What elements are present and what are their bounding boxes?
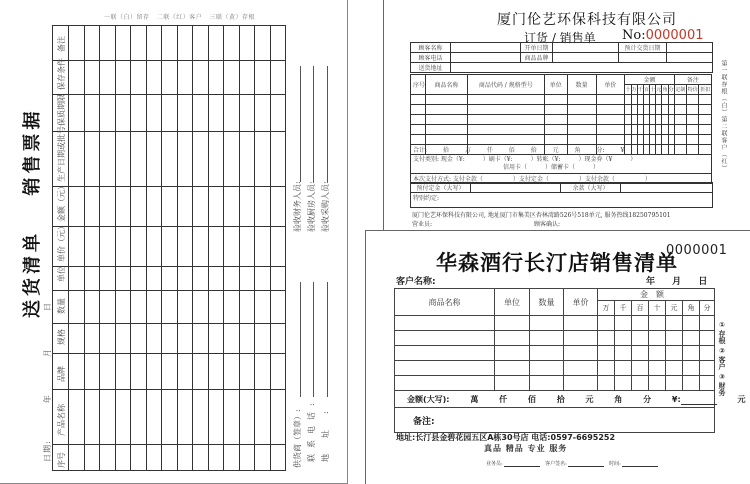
pay-type-cards: 信用卡（ ）储蓄卡（ ） — [503, 164, 600, 171]
col-header-amount: 金额（元） — [57, 182, 66, 222]
digit: 百 — [643, 85, 649, 95]
col-header-remark: 备注 — [57, 36, 66, 52]
month-label: 月 — [43, 348, 52, 358]
slogan: 真品 精品 专业 服务 — [484, 443, 568, 453]
customer-sign-field[interactable] — [568, 458, 604, 467]
digit: 角 — [662, 85, 668, 95]
unit-qian: 仟 — [486, 147, 493, 154]
copy-customer — [717, 347, 727, 370]
digit-qian: 千 — [615, 301, 632, 316]
delivery-date-field[interactable] — [667, 43, 713, 53]
sig-phone — [306, 397, 317, 462]
yen-amount-field[interactable] — [681, 396, 717, 405]
date-line — [646, 274, 707, 287]
digit-bai: 百 — [632, 301, 649, 316]
footer-address: 厦门伦艺环保科技有限公司, 地址厦门市集美区杏林湾路526号518单元, 服务热线18250795101 — [412, 212, 671, 219]
items-table — [410, 74, 712, 155]
remark-sub: 特价 — [687, 85, 699, 95]
unit-yuan: 元 — [585, 394, 594, 404]
digit: 万 — [631, 85, 637, 95]
digit-jiao: 角 — [683, 301, 700, 316]
copy-finance-num: ③ — [719, 373, 725, 381]
delivery-list-form — [0, 0, 348, 484]
unit-shi: 拾 — [556, 394, 565, 404]
signature-line — [486, 458, 658, 467]
col-header-product: 产品名称 — [57, 404, 66, 436]
balance-field[interactable] — [621, 183, 713, 193]
form-title — [18, 107, 44, 318]
col-product-name: 商品名称 — [395, 289, 495, 316]
day-label: 日 — [43, 302, 52, 312]
table-row[interactable] — [411, 105, 712, 115]
day-label: 日 — [698, 277, 708, 287]
col-header-unit: 单位 — [57, 266, 66, 282]
time-field[interactable] — [622, 458, 658, 467]
title-part1: 送货清单 — [22, 230, 43, 318]
sig-address — [320, 395, 331, 462]
sig-supplier-label: 供货商（签章）: — [293, 409, 302, 468]
customer-phone-field[interactable] — [451, 53, 521, 63]
total-label: 合计: — [413, 147, 428, 154]
copy-note-1: 一联（白）留存 — [104, 14, 150, 21]
salesperson-field[interactable] — [504, 458, 540, 467]
col-header-qty: 数量 — [57, 298, 66, 314]
digit-fen: 分 — [700, 301, 715, 316]
order-date-label: 开单日期 — [521, 43, 553, 53]
unit-fen: 分 — [643, 394, 652, 404]
address-label: 送货地址 — [411, 63, 451, 73]
table-row[interactable] — [395, 376, 715, 391]
sig-phone-label: 联系电话: — [307, 397, 316, 462]
digit: 千 — [637, 85, 643, 95]
col-header-unit-price: 单价（元） — [57, 222, 66, 262]
col-header-batch: 生产日期或批号 — [57, 126, 66, 182]
table-row[interactable] — [411, 115, 712, 125]
sig-address-line[interactable] — [327, 282, 328, 397]
yen-label: ¥: — [671, 394, 681, 404]
salesperson-label: 营业员: — [412, 221, 433, 228]
customer-info-table — [410, 42, 713, 73]
col-unit: 单位 — [544, 75, 567, 95]
copies-note — [104, 12, 255, 21]
copies-side-note: 第一联存根（白）第二联客户（红） — [720, 60, 727, 172]
col-qty: 数量 — [530, 289, 564, 316]
customer-confirm-label: 顾客确认: — [534, 221, 561, 228]
unit-bai: 佰 — [508, 147, 515, 154]
sig-phone-line[interactable] — [313, 282, 314, 397]
digit: 分 — [668, 85, 674, 95]
time-label: 时间: — [609, 461, 621, 467]
digit: 十 — [650, 85, 656, 95]
brand-field[interactable] — [553, 53, 619, 63]
col-seq: 序号 — [411, 75, 426, 95]
unit-wan: 万 — [464, 147, 471, 154]
deposit-field[interactable] — [471, 183, 561, 193]
table-row[interactable] — [411, 95, 712, 105]
col-header-storage: 保存条件 — [57, 58, 66, 90]
unit-yuan: 元 — [552, 147, 559, 154]
title-part2: 销售票据 — [22, 107, 43, 196]
special-terms[interactable]: 特别约定: — [411, 193, 713, 208]
form-subtitle: 订货 / 销售单 — [524, 31, 596, 45]
unit-shi: 拾 — [442, 147, 449, 154]
brand-label: 商品品牌 — [521, 53, 553, 63]
month-label: 月 — [672, 277, 682, 287]
copy-finance — [717, 373, 727, 396]
sig-purchase-line[interactable] — [327, 66, 328, 182]
digit: 十 — [625, 85, 631, 95]
pay-type-row — [411, 155, 712, 174]
col-amount: 金额 — [625, 75, 674, 85]
copy-stub-num: ① — [719, 321, 725, 329]
shop-address: 地址:长汀县金碧花园五区A栋30号店 电话:0597-6695252 — [396, 433, 616, 442]
no-label: No: — [622, 28, 646, 43]
sig-supplier — [292, 409, 303, 468]
copy-note-2: 二联（红）客户 — [156, 14, 203, 21]
unit-qian: 仟 — [499, 394, 508, 404]
huasen-sales-form — [365, 230, 750, 484]
address-field[interactable] — [451, 63, 713, 73]
col-qty: 数量 — [567, 75, 596, 95]
balance-label: 余款（大写） — [561, 183, 621, 193]
table-row[interactable] — [395, 316, 715, 331]
col-amount: 金额 — [598, 289, 715, 301]
order-sales-form — [383, 0, 750, 233]
salesperson-label: 业务员: — [486, 461, 503, 467]
unit-fen: 分: ¥ — [596, 147, 625, 154]
remark-row[interactable]: 备注: — [395, 408, 715, 433]
payment-table — [410, 144, 712, 184]
unit-wan: 萬 — [470, 394, 479, 404]
sig-supplier-line[interactable] — [300, 282, 301, 397]
col-unit-price: 单价 — [596, 75, 625, 95]
no-value: 0000001 — [645, 28, 704, 43]
sig-kitchen-line[interactable] — [313, 66, 314, 182]
col-unit-price: 单价 — [564, 289, 598, 316]
remark-sub: 折扣 — [699, 85, 712, 95]
yuan-suffix: 元 — [737, 394, 746, 404]
table-row[interactable] — [411, 125, 712, 135]
remark-sub: 定制 — [674, 85, 686, 95]
copy-note-3: 三联（黄）存根 — [209, 14, 256, 21]
unit-jiao: 角 — [614, 394, 623, 404]
table-row[interactable] — [395, 331, 715, 346]
amount-in-words-row — [395, 391, 746, 408]
digit-wan: 万 — [598, 301, 615, 316]
table-row[interactable] — [395, 346, 715, 361]
col-product-name: 商品名称 — [426, 75, 467, 95]
col-header-spec: 规格 — [57, 329, 66, 345]
digit-shi: 十 — [649, 301, 666, 316]
delivery-table — [52, 25, 286, 471]
amount-words-label: 金额(大写): — [407, 394, 450, 404]
sig-finance-label: 验收财务人员: — [293, 181, 302, 232]
sig-kitchen — [306, 181, 317, 232]
pay-type-text: 支付类别: 现金（¥: ）刷卡（¥: ）转帐（¥: ）现金券（¥ ） — [413, 156, 637, 163]
deposit-label: 预付定金（大写） — [411, 183, 471, 193]
delivery-date-label: 预计交货日期 — [619, 43, 667, 53]
digit: 元 — [656, 85, 662, 95]
copy-stub-label: 存根 — [718, 330, 726, 344]
sig-purchase — [320, 181, 331, 232]
form-number: 0000001 — [666, 243, 728, 258]
blank-cell — [667, 53, 713, 63]
company-name: 厦门伦艺环保科技有限公司 — [497, 12, 677, 28]
form-number — [622, 28, 704, 43]
sig-address-label: 地址: — [321, 395, 330, 462]
col-header-brand: 品牌 — [57, 366, 66, 382]
date-label: 日期: — [43, 440, 52, 462]
sig-finance-line[interactable] — [300, 66, 301, 182]
copy-stub — [717, 321, 727, 344]
unit-jiao: 角 — [574, 147, 581, 154]
copy-finance-label: 财务 — [718, 382, 726, 396]
col-header-shelf-life: 保质期限 — [57, 94, 66, 126]
pay-method-row: 本次支付方式: 支付全款（ ）支付定金（ ）支付余款（ ） — [411, 174, 712, 184]
shop-title: 华森酒行长汀店销售清单 — [436, 250, 678, 275]
total-line — [411, 145, 712, 155]
sig-kitchen-label: 验收厨房人员: — [307, 181, 316, 232]
table-row[interactable] — [395, 361, 715, 376]
customer-name-label: 客户名称: — [396, 277, 436, 287]
digit-yuan: 元 — [666, 301, 683, 316]
col-unit: 单位 — [495, 289, 530, 316]
copy-customer-num: ② — [719, 347, 725, 355]
col-remark: 备注 — [674, 75, 711, 85]
sig-purchase-label: 验收采购人员: — [321, 181, 330, 232]
deposit-table — [410, 182, 713, 208]
copy-customer-label: 客户 — [718, 356, 726, 370]
customer-name-field[interactable] — [451, 43, 521, 53]
year-label: 年 — [646, 277, 656, 287]
sig-finance — [292, 181, 303, 232]
table-row[interactable] — [411, 135, 712, 145]
customer-sign-label: 客户签名: — [545, 461, 567, 467]
col-header-seq: 序号 — [57, 452, 66, 468]
blank-cell — [619, 53, 667, 63]
unit-bai: 佰 — [527, 394, 536, 404]
customer-name-label: 顾客名称 — [411, 43, 451, 53]
year-label: 年 — [43, 394, 52, 404]
customer-phone-label: 顾客电话 — [411, 53, 451, 63]
unit-shi2: 拾 — [530, 147, 537, 154]
order-date-field[interactable] — [553, 43, 619, 53]
col-product-code: 商品代码 / 规格型号 — [467, 75, 544, 95]
